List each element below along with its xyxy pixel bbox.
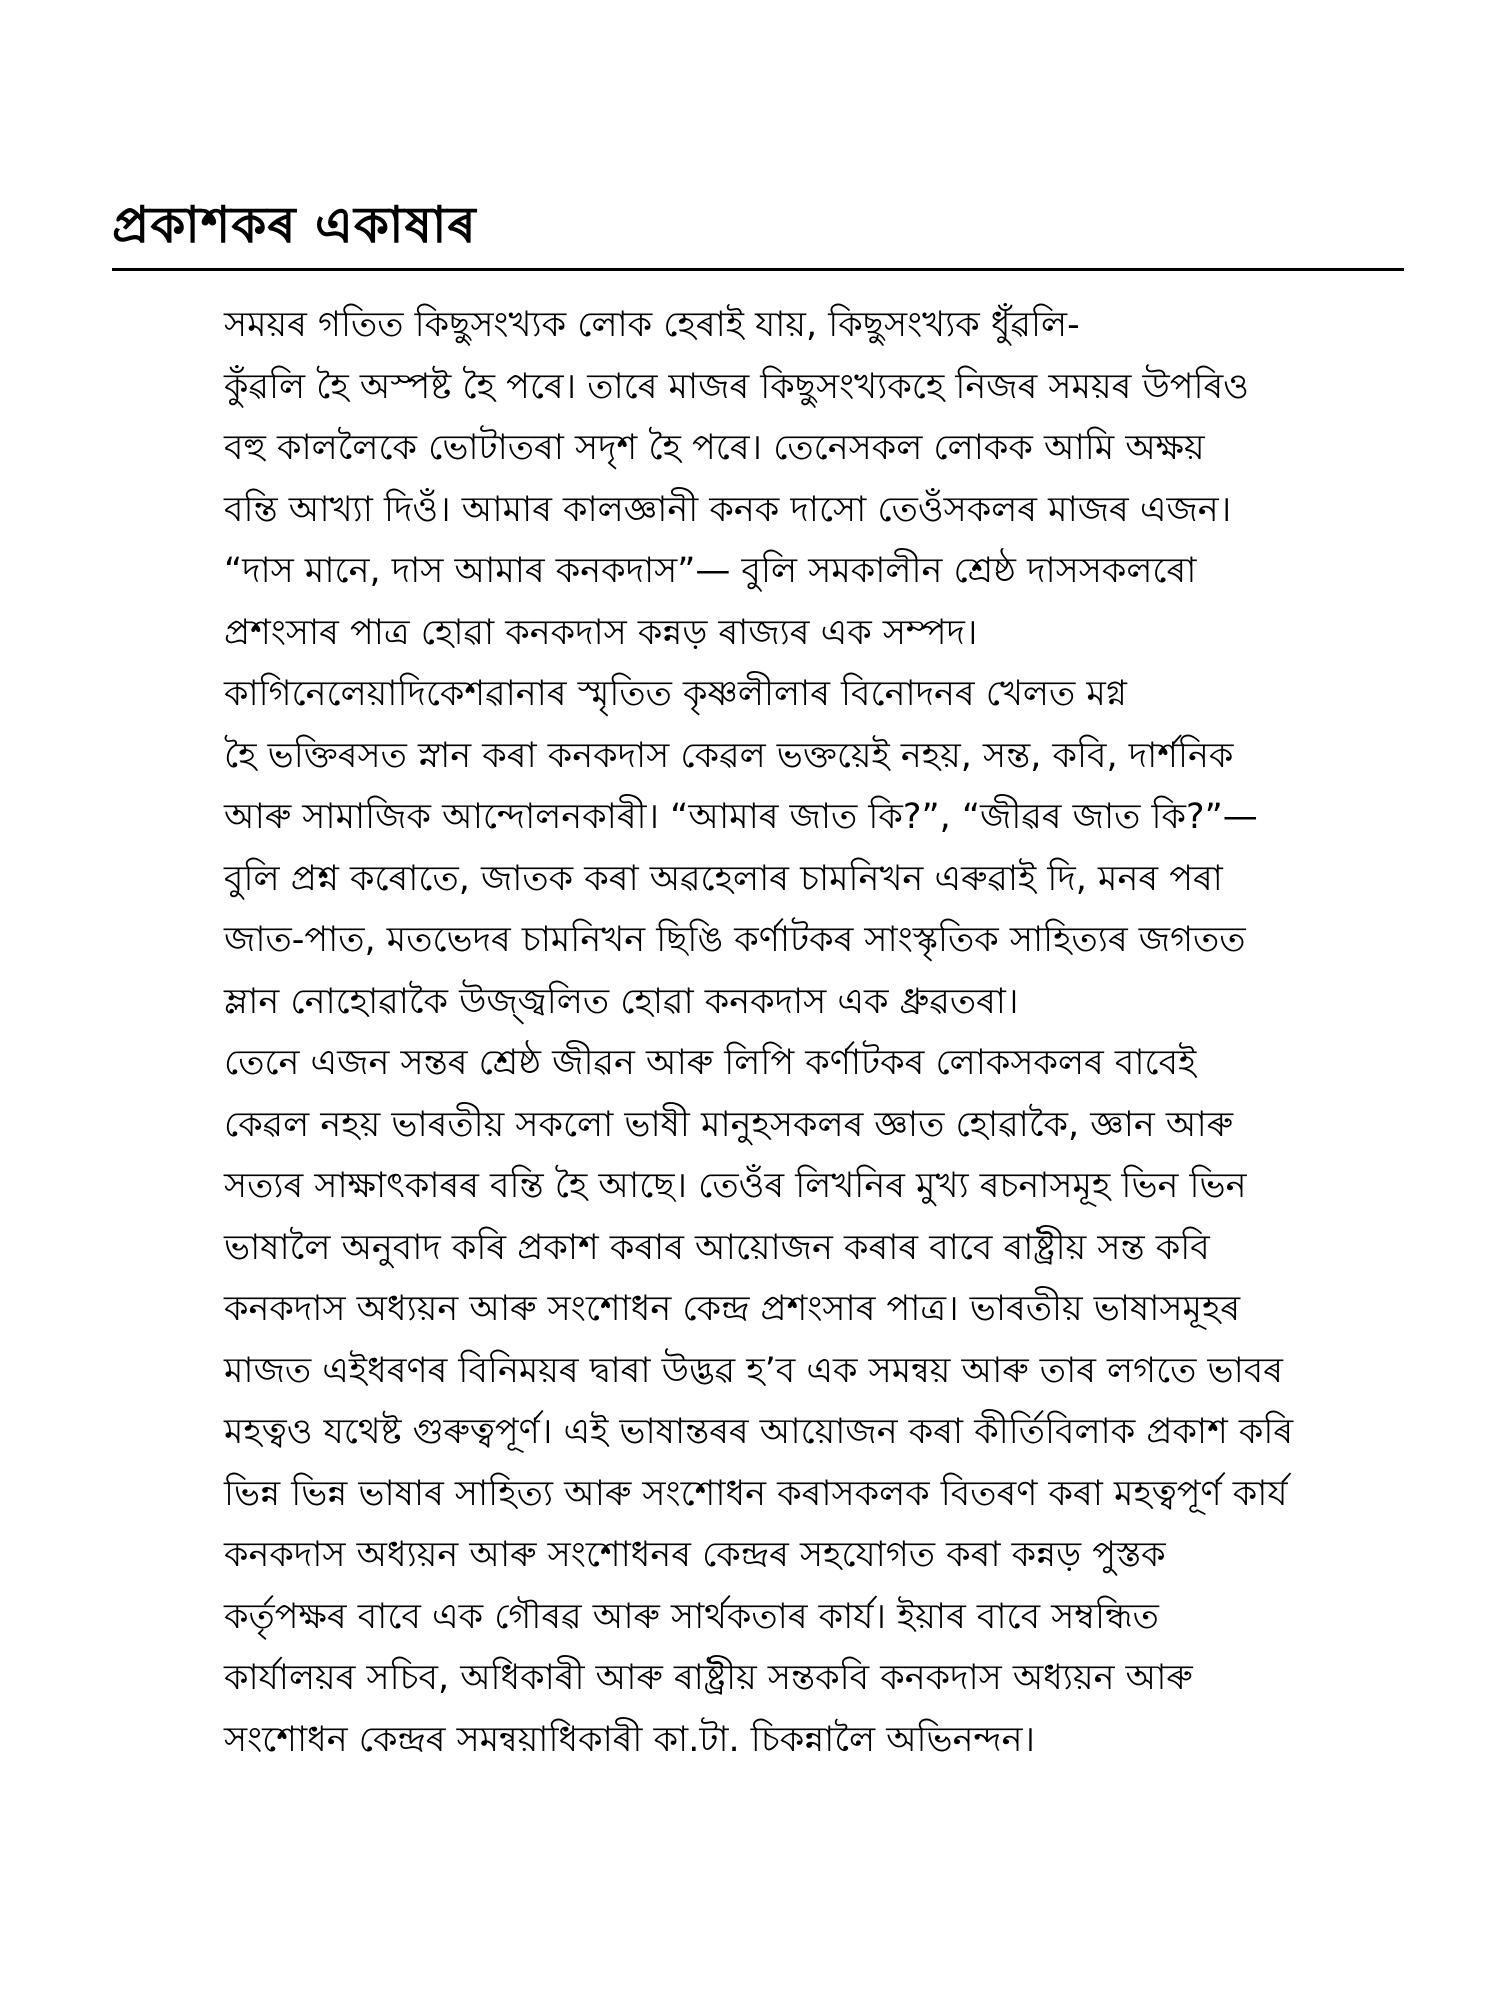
text-line: কৰ্তৃপক্ষৰ বাবে এক গৌৰৱ আৰু সাৰ্থকতাৰ কাৰ্য। ইয়াৰ বাবে সম্বন্ধিত — [224, 1596, 1159, 1637]
text-line: কনকদাস অধ্যয়ন আৰু সংশোধনৰ কেন্দ্ৰৰ সহযোগত কৰা কন্নড় পুস্তক — [224, 1535, 1166, 1575]
page-title: প্ৰকাশকৰ একাষাৰ — [112, 196, 477, 254]
title-divider — [112, 268, 1404, 271]
paragraph-1 — [112, 295, 1402, 664]
text-line: বন্তি আখ্যা দিওঁ। আমাৰ কালজ্ঞানী কনক দাসো তেওঁসকলৰ মাজৰ এজন। — [224, 489, 1232, 530]
text-line: বহু কাললৈকে ভোটাতৰা সদৃশ হৈ পৰে। তেনেসকল লোকক আমি অক্ষয় — [224, 428, 1205, 468]
text-line: ভাষালৈ অনুবাদ কৰি প্ৰকাশ কৰাৰ আয়োজন কৰাৰ বাবে ৰাষ্ট্ৰীয় সন্ত কবি — [224, 1227, 1210, 1268]
text-line: মাজত এইধৰণৰ বিনিময়ৰ দ্বাৰা উদ্ভৱ হ’ব এক সমন্বয় আৰু তাৰ লগতে ভাবৰ — [224, 1350, 1283, 1391]
text-line: তেনে এজন সন্তৰ শ্ৰেষ্ঠ জীৱন আৰু লিপি কৰ্ণাটকৰ লোকসকলৰ বাবেই — [224, 1043, 1197, 1083]
paragraph-2 — [112, 664, 1402, 1033]
text-line: মহত্বও যথেষ্ট গুৰুত্বপূৰ্ণ। এই ভাষান্তৰৰ আয়োজন কৰা কীৰ্তিবিলাক প্ৰকাশ কৰি — [224, 1412, 1294, 1452]
text-line: সত্যৰ সাক্ষাৎকাৰৰ বন্তি হৈ আছে। তেওঁৰ লিখনিৰ মুখ্য ৰচনাসমূহ ভিন ভিন — [224, 1166, 1247, 1206]
text-line: কাৰ্যালয়ৰ সচিব, অধিকাৰী আৰু ৰাষ্ট্ৰীয় সন্তকবি কনকদাস অধ্যয়ন আৰু — [224, 1658, 1193, 1698]
text-line: ভিন্ন ভিন্ন ভাষাৰ সাহিত্য আৰু সংশোধন কৰাসকলক বিতৰণ কৰা মহত্বপূৰ্ণ কাৰ্য — [224, 1473, 1288, 1514]
text-line: বুলি প্ৰশ্ন কৰোতে, জাতক কৰা অৱহেলাৰ চামনিখন এৰুৱাই দি, মনৰ পৰা — [224, 858, 1223, 899]
text-line: ম্লান নোহোৱাকৈ উজ্জ্বলিত হোৱা কনকদাস এক ধ্ৰুৱতৰা। — [224, 981, 1019, 1022]
body-text — [112, 295, 1402, 1771]
text-line: আৰু সামাজিক আন্দোলনকাৰী। “আমাৰ জাত কি?”, “জীৱৰ জাত কি?”— — [224, 797, 1258, 837]
text-line: জাত-পাত, মতভেদৰ চামনিখন ছিঙি কৰ্ণাটকৰ সাংস্কৃতিক সাহিত্যৰ জগতত — [224, 920, 1246, 960]
text-line: কুঁৱলি হৈ অস্পষ্ট হৈ পৰে। তাৰে মাজৰ কিছুসংখ্যকহে নিজৰ সময়ৰ উপৰিও — [224, 366, 1249, 407]
text-line: কেৱল নহয় ভাৰতীয় সকলো ভাষী মানুহসকলৰ জ্ঞাত হোৱাকৈ, জ্ঞান আৰু — [224, 1104, 1234, 1145]
text-line: কনকদাস অধ্যয়ন আৰু সংশোধন কেন্দ্ৰ প্ৰশংসাৰ পাত্ৰ। ভাৰতীয় ভাষাসমূহৰ — [224, 1289, 1241, 1329]
text-line: প্ৰশংসাৰ পাত্ৰ হোৱা কনকদাস কন্নড় ৰাজ্যৰ এক সম্পদ। — [224, 612, 978, 653]
paragraph-3 — [112, 1033, 1402, 1771]
text-line: “দাস মানে, দাস আমাৰ কনকদাস”— বুলি সমকালীন শ্ৰেষ্ঠ দাসসকলৰো — [224, 551, 1197, 591]
text-line: হৈ ভক্তিৰসত স্নান কৰা কনকদাস কেৱল ভক্তয়েই নহয়, সন্ত, কবি, দাৰ্শনিক — [224, 735, 1234, 776]
text-line: সময়ৰ গতিত কিছুসংখ্যক লোক হেৰাই যায়, কিছুসংখ্যক ধুঁৱলি- — [224, 305, 1080, 345]
text-line: সংশোধন কেন্দ্ৰৰ সমন্বয়াধিকাৰী কা.টা. চিকন্নালৈ অভিনন্দন। — [224, 1719, 1036, 1760]
text-line: কাগিনেলেয়াদিকেশৱানাৰ স্মৃতিত কৃষ্ণলীলাৰ বিনোদনৰ খেলত মগ্ন — [224, 674, 1127, 714]
